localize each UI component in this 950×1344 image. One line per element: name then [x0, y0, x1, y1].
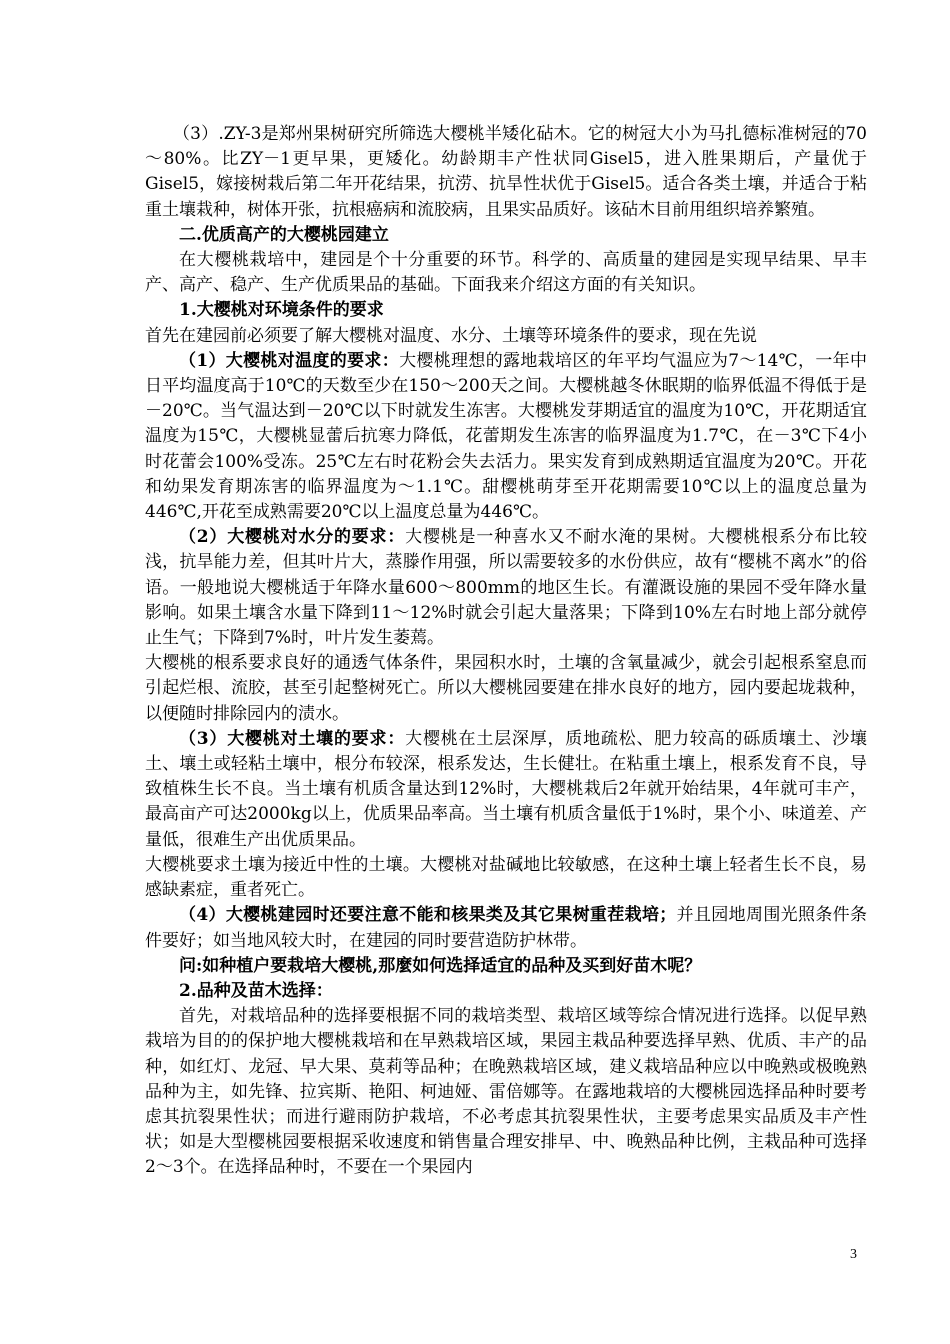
- paragraph-text: 首先在建园前必须要了解大樱桃对温度、水分、土壤等环境条件的要求，现在先说: [145, 325, 757, 346]
- paragraph-text: 大樱桃是一种喜水又不耐水淹的果树。大樱桃根系分布比较浅，抗旱能力差，但其叶片大，蒸滕作用强，所以需要较多的水份供应，故有“樱桃不离水”的俗语。一般地说大樱桃适于年降水量600～800mm的地区生长。有灌溉设施的果园不受年降水量影响。如果土壤含水量下降到11～12%时就会引起大量落果；下降到10%左右时地上部分就停止生气；下降到7%时，叶片发生萎蔫。: [145, 527, 868, 649]
- paragraph-text: 大樱桃的根系要求良好的通透气体条件，果园积水时，土壤的含氧量减少，就会引起根系窒息而引起烂根、流胶，甚至引起整树死亡。所以大樱桃园要建在排水良好的地方，园内要起垅栽种，以便随时排除园内的渍水。: [145, 653, 867, 724]
- paragraph-text: 首先，对栽培品种的选择要根据不同的栽培类型、栽培区域等综合情况进行选择。以促早熟栽培为目的的保护地大樱桃栽培和在早熟栽培区域，果园主栽品种要选择早熟、优质、丰产的品种，如红灯、龙冠、早大果、莫莉等品种；在晚熟栽培区域，建义栽培品种应以中晚熟或极晚熟品种为主，如先锋、拉宾斯、艳阳、柯迪娅、雷倍娜等。在露地栽培的大樱桃园选择品种时要考虑其抗裂果性状；而进行避雨防护栽培，不必考虑其抗裂果性状，主要考虑果实品质及丰产性状；如是大型樱桃园要根据采收速度和销售量合理安排早、中、晚熟品种比例，主栽品种可选择2～3个。在选择品种时，不要在一个果园内: [145, 1006, 867, 1178]
- section-heading-orchard-establishment: [145, 223, 867, 248]
- heading-text: 1.大樱桃对环境条件的要求: [179, 300, 384, 321]
- paragraph-lead: （2）大樱桃对水分的要求：: [179, 527, 406, 548]
- heading-text: 二.优质高产的大樱桃园建立: [179, 224, 389, 245]
- paragraph-temperature: [145, 349, 867, 525]
- paragraph-lead: （3）大樱桃对土壤的要求：: [179, 728, 406, 749]
- paragraph-environment-intro: [145, 324, 867, 349]
- paragraph-text: 大樱桃要求土壤为接近中性的土壤。大樱桃对盐碱地比较敏感，在这种土壤上轻者生长不良，易感缺素症，重者死亡。: [145, 854, 867, 901]
- subheading-environment-requirements: [145, 298, 867, 323]
- question-heading: [145, 954, 867, 979]
- paragraph-replant: [145, 903, 867, 953]
- paragraph-text: 在大樱桃栽培中，建园是个十分重要的环节。科学的、高质量的建园是实现早结果、早丰产、高产、稳产、生产优质果品的基础。下面我来介绍这方面的有关知识。: [145, 250, 867, 296]
- paragraph-soil: [145, 727, 867, 853]
- document-body: [145, 122, 867, 1181]
- paragraph-variety-selection: [145, 1004, 867, 1180]
- paragraph-root-aeration: [145, 651, 867, 727]
- paragraph-text: 并且园地周围光照条件条件要好；如当地风较大时，在建园的同时要营造防护林带。: [145, 905, 868, 951]
- subheading-variety-selection: [145, 979, 867, 1004]
- heading-text: 2.品种及苗木选择：: [179, 980, 333, 1001]
- heading-text: 问:如种植户要栽培大樱桃,那麼如何选择适宜的品种及买到好苗木呢？: [179, 955, 702, 976]
- paragraph-text: 大樱桃在土层深厚，质地疏松、肥力较高的砾质壤土、沙壤土、壤土或轻粘土壤中，根分布较深，根系发达，生长健壮。在粘重土壤上，根系发育不良，导致植株生长不良。当土壤有机质含量达到12%时，大樱桃栽后2年就开始结果，4年就可丰产，最高亩产可达2000kg以上，优质果品率高。当土壤有机质含量低于1%时，果个小、味道差、产量低，很难生产出优质果品。: [145, 728, 868, 850]
- paragraph-zy3-rootstock: [145, 122, 867, 223]
- page-number: 3: [850, 1247, 857, 1262]
- paragraph-text: （3）.ZY-3是郑州果树研究所筛选大樱桃半矮化砧木。它的树冠大小为马扎德标准树冠的70～80%。比ZY－1更早果，更矮化。幼龄期丰产性状同Gisel5，进入胜果期后，产量优于Gisel5，嫁接树栽后第二年开花结果，抗涝、抗旱性状优于Gisel5。适合各类土壤，并适合于粘重土壤栽种，树体开张，抗根癌病和流胶病，且果实品质好。该砧木目前用组织培养繁殖。: [145, 124, 867, 220]
- paragraph-lead: （4）大樱桃建园时还要注意不能和核果类及其它果树重茬栽培；: [179, 905, 677, 926]
- paragraph-text: 大樱桃理想的露地栽培区的年平均气温应为7～14℃，一年中日平均温度高于10℃的天数至少在150～200天之间。大樱桃越冬休眠期的临界低温不得低于是－20℃。当气温达到－20℃以下时就发生冻害。大樱桃发芽期适宜的温度为10℃，开花期适宜温度为15℃，大樱桃显蕾后抗寒力降低，花蕾期发生冻害的临界温度为1.7℃，在－3℃下4小时花蕾会100%受冻。25℃左右时花粉会失去活力。果实发育到成熟期适宜温度为20℃。开花和幼果发育期冻害的临界温度为～1.1℃。甜樱桃萌芽至开花期需要10℃以上的温度总量为446℃,开花至成熟需要20℃以上温度总量为446℃。: [145, 350, 867, 523]
- paragraph-lead: （1）大樱桃对温度的要求：: [179, 350, 400, 371]
- paragraph-soil-ph: [145, 853, 867, 903]
- paragraph-orchard-intro: [145, 248, 867, 298]
- paragraph-water: [145, 525, 867, 651]
